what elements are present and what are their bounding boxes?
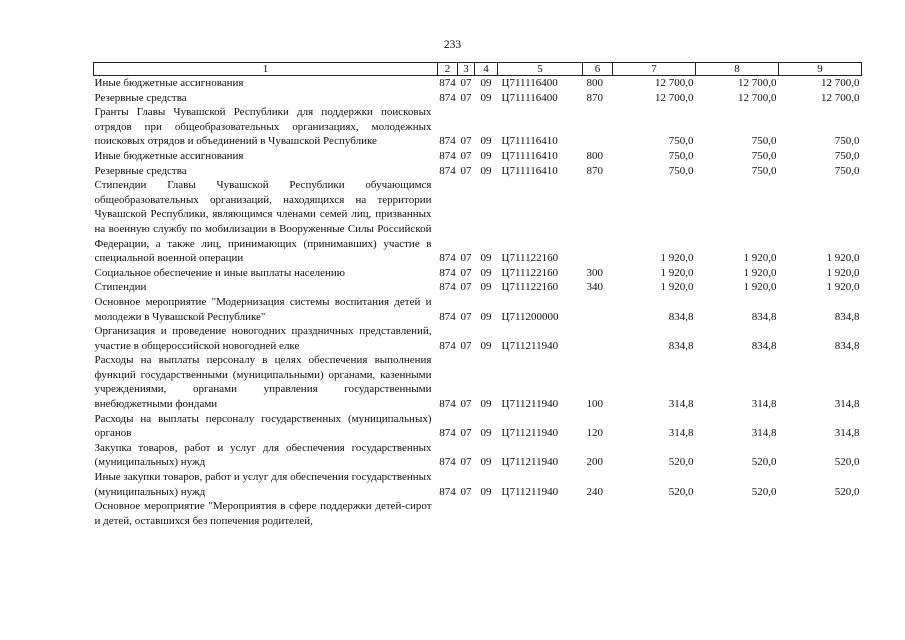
column-amount-year-3: 750,0 xyxy=(834,135,860,148)
header-row xyxy=(94,63,862,76)
column-amount-year-3: 750,0 xyxy=(834,149,860,162)
column-amount-year-1: 1 920,0 xyxy=(660,252,694,265)
column-amount-year-1: 12 700,0 xyxy=(655,77,694,89)
column-amount-year-3: 12 700,0 xyxy=(821,77,860,89)
column-target-article xyxy=(498,499,583,528)
row-description: Резервные средства xyxy=(94,91,187,104)
table-row xyxy=(94,441,862,470)
table-row xyxy=(94,324,862,353)
column-section: 07 xyxy=(460,398,472,411)
column-expense-type xyxy=(583,324,613,353)
column-expense-type: 870 xyxy=(586,91,603,104)
table-row xyxy=(94,499,862,528)
table-row xyxy=(94,91,862,106)
column-section: 07 xyxy=(460,164,472,177)
column-amount-year-2: 834,8 xyxy=(751,310,777,323)
column-grbs: 874 xyxy=(439,252,456,265)
column-amount-year-3: 12 700,0 xyxy=(821,91,860,104)
column-amount-year-2: 12 700,0 xyxy=(738,91,777,104)
page-number: 233 xyxy=(443,39,462,51)
column-subsection: 09 xyxy=(480,164,492,177)
column-subsection: 09 xyxy=(480,310,492,323)
column-expense-type xyxy=(583,499,613,528)
column-section xyxy=(458,499,475,528)
row-description: Организация и проведение новогодних праздничных представлений, участие в общероссийской новогодней елке xyxy=(94,325,432,352)
column-expense-type xyxy=(583,105,613,149)
column-target-article: Ц711122160 xyxy=(501,266,559,279)
row-description: Иные бюджетные ассигнования xyxy=(94,149,244,162)
header-cell: 1 xyxy=(94,63,438,76)
row-description: Основное мероприятие "Модернизация системы воспитания детей и молодежи в Чувашской Республике" xyxy=(94,295,432,323)
column-expense-type: 120 xyxy=(586,427,603,440)
column-amount-year-1: 1 920,0 xyxy=(660,281,694,294)
table-row xyxy=(94,295,862,324)
column-target-article: Ц711122160 xyxy=(501,281,559,294)
column-section: 07 xyxy=(460,266,472,279)
column-subsection: 09 xyxy=(480,77,492,89)
row-description: Закупка товаров, работ и услуг для обеспечения государственных (муниципальных) нужд xyxy=(94,441,432,469)
column-amount-year-2: 1 920,0 xyxy=(743,252,777,265)
column-grbs: 874 xyxy=(439,149,456,162)
column-amount-year-3: 314,8 xyxy=(834,398,860,411)
header-cell: 3 xyxy=(458,63,475,76)
column-amount-year-2: 1 920,0 xyxy=(743,266,777,279)
header-cell: 8 xyxy=(696,63,779,76)
header-cell: 9 xyxy=(779,63,862,76)
column-amount-year-1: 834,8 xyxy=(668,339,694,352)
column-amount-year-1: 750,0 xyxy=(668,149,694,162)
column-target-article: Ц711116410 xyxy=(501,135,558,148)
column-amount-year-1: 1 920,0 xyxy=(660,266,694,279)
column-amount-year-1: 314,8 xyxy=(668,398,694,411)
column-subsection: 09 xyxy=(480,281,492,294)
column-amount-year-1: 750,0 xyxy=(668,135,694,148)
header-cell: 7 xyxy=(613,63,696,76)
column-grbs: 874 xyxy=(439,456,456,469)
column-amount-year-1: 314,8 xyxy=(668,427,694,440)
table-row xyxy=(94,164,862,179)
column-expense-type xyxy=(583,295,613,324)
column-amount-year-2: 520,0 xyxy=(751,485,777,498)
column-target-article: Ц711116410 xyxy=(501,149,558,162)
column-target-article: Ц711211940 xyxy=(501,339,559,352)
column-amount-year-3: 520,0 xyxy=(834,485,860,498)
table-row xyxy=(94,76,862,91)
column-grbs: 874 xyxy=(439,310,456,323)
column-target-article: Ц711116400 xyxy=(501,91,558,104)
column-amount-year-3: 1 920,0 xyxy=(826,266,860,279)
table-row xyxy=(94,178,862,266)
column-expense-type: 800 xyxy=(586,77,603,89)
header-cell: 5 xyxy=(498,63,583,76)
column-expense-type: 200 xyxy=(586,456,603,469)
column-subsection: 09 xyxy=(480,91,492,104)
header-cell: 6 xyxy=(583,63,613,76)
column-grbs: 874 xyxy=(439,398,456,411)
column-grbs: 874 xyxy=(439,135,456,148)
row-description: Резервные средства xyxy=(94,164,187,177)
column-amount-year-1: 750,0 xyxy=(668,164,694,177)
column-target-article: Ц711122160 xyxy=(501,252,559,265)
row-description: Расходы на выплаты персоналу в целях обеспечения выполнения функций государственными (муниципальными) органами, казенными учреждениями, органами управления государственными внебюджетными фондами xyxy=(94,354,432,411)
column-subsection: 09 xyxy=(480,252,492,265)
table-body xyxy=(94,76,862,529)
column-grbs xyxy=(438,499,458,528)
budget-table xyxy=(93,62,862,528)
column-subsection: 09 xyxy=(480,339,492,352)
column-section: 07 xyxy=(460,149,472,162)
column-target-article: Ц711116410 xyxy=(501,164,558,177)
row-description: Расходы на выплаты персоналу государственных (муниципальных) органов xyxy=(94,412,432,440)
column-subsection: 09 xyxy=(480,485,492,498)
column-target-article: Ц711200000 xyxy=(501,310,559,323)
column-amount-year-3: 520,0 xyxy=(834,456,860,469)
column-amount-year-3: 834,8 xyxy=(834,339,860,352)
column-grbs: 874 xyxy=(439,427,456,440)
column-amount-year-2: 12 700,0 xyxy=(738,77,777,89)
column-section: 07 xyxy=(460,456,472,469)
column-expense-type: 100 xyxy=(586,398,603,411)
column-target-article: Ц711211940 xyxy=(501,398,559,411)
column-grbs: 874 xyxy=(439,339,456,352)
column-target-article: Ц711116400 xyxy=(501,77,558,89)
column-amount-year-2: 520,0 xyxy=(751,456,777,469)
column-section: 07 xyxy=(460,91,472,104)
column-subsection: 09 xyxy=(480,135,492,148)
column-amount-year-2: 750,0 xyxy=(751,164,777,177)
row-description: Гранты Главы Чувашской Республики для поддержки поисковых отрядов при общеобразовательных организациях, молодежных поисковых отрядов и объединений в Чувашской Республике xyxy=(94,106,432,148)
table-row xyxy=(94,470,862,499)
column-subsection: 09 xyxy=(480,427,492,440)
row-description: Иные бюджетные ассигнования xyxy=(94,77,244,89)
column-subsection: 09 xyxy=(480,149,492,162)
column-grbs: 874 xyxy=(439,485,456,498)
column-target-article: Ц711211940 xyxy=(501,485,559,498)
column-expense-type: 800 xyxy=(586,149,603,162)
column-amount-year-1: 520,0 xyxy=(668,456,694,469)
column-grbs: 874 xyxy=(439,77,456,89)
column-amount-year-2: 314,8 xyxy=(751,427,777,440)
row-description: Социальное обеспечение и иные выплаты населению xyxy=(94,266,346,279)
column-section: 07 xyxy=(460,281,472,294)
row-description: Стипендии xyxy=(94,281,147,294)
column-section: 07 xyxy=(460,135,472,148)
column-amount-year-2: 750,0 xyxy=(751,135,777,148)
column-expense-type: 870 xyxy=(586,164,603,177)
column-subsection xyxy=(475,499,498,528)
column-grbs: 874 xyxy=(439,266,456,279)
column-amount-year-3: 314,8 xyxy=(834,427,860,440)
column-grbs: 874 xyxy=(439,164,456,177)
column-amount-year-2: 834,8 xyxy=(751,339,777,352)
table-row xyxy=(94,105,862,149)
column-grbs: 874 xyxy=(439,91,456,104)
column-subsection: 09 xyxy=(480,266,492,279)
column-grbs: 874 xyxy=(439,281,456,294)
column-expense-type: 340 xyxy=(586,281,603,294)
column-amount-year-1: 12 700,0 xyxy=(655,91,694,104)
table-row xyxy=(94,353,862,411)
column-amount-year-3: 1 920,0 xyxy=(826,252,860,265)
column-amount-year-2: 1 920,0 xyxy=(743,281,777,294)
row-description: Стипендии Главы Чувашской Республики обучающимся общеобразовательных организаций, находящихся на территории Чувашской Республики, являющимся членами семей лиц, призванных на военную службу по мобилизации в Вооруженные Силы Российской Федерации, а также лиц, принимающих (принимавших) участие в специальной военной операции xyxy=(94,179,432,265)
column-expense-type: 300 xyxy=(586,266,603,279)
table-row xyxy=(94,280,862,295)
column-amount-year-3: 750,0 xyxy=(834,164,860,177)
header-cell: 2 xyxy=(438,63,458,76)
table-row xyxy=(94,412,862,441)
column-section: 07 xyxy=(460,339,472,352)
column-amount-year-1: 834,8 xyxy=(668,310,694,323)
column-section: 07 xyxy=(460,310,472,323)
table-row xyxy=(94,266,862,281)
column-section: 07 xyxy=(460,252,472,265)
column-amount-year-3: 834,8 xyxy=(834,310,860,323)
column-expense-type: 240 xyxy=(586,485,603,498)
column-target-article: Ц711211940 xyxy=(501,456,559,469)
column-amount-year-2 xyxy=(696,499,779,528)
column-subsection: 09 xyxy=(480,398,492,411)
column-amount-year-3 xyxy=(779,499,862,528)
column-amount-year-2: 750,0 xyxy=(751,149,777,162)
row-description: Основное мероприятие "Мероприятия в сфере поддержки детей-сирот и детей, оставшихся без попечения родителей, xyxy=(94,500,432,527)
row-description: Иные закупки товаров, работ и услуг для обеспечения государственных (муниципальных) нужд xyxy=(94,471,432,498)
column-expense-type xyxy=(583,178,613,266)
column-section: 07 xyxy=(460,485,472,498)
table-row xyxy=(94,149,862,164)
column-amount-year-2: 314,8 xyxy=(751,398,777,411)
column-subsection: 09 xyxy=(480,456,492,469)
column-amount-year-1: 520,0 xyxy=(668,485,694,498)
column-target-article: Ц711211940 xyxy=(501,427,559,440)
column-amount-year-1 xyxy=(613,499,696,528)
header-cell: 4 xyxy=(475,63,498,76)
column-section: 07 xyxy=(460,427,472,440)
column-amount-year-3: 1 920,0 xyxy=(826,281,860,294)
column-section: 07 xyxy=(460,77,472,89)
